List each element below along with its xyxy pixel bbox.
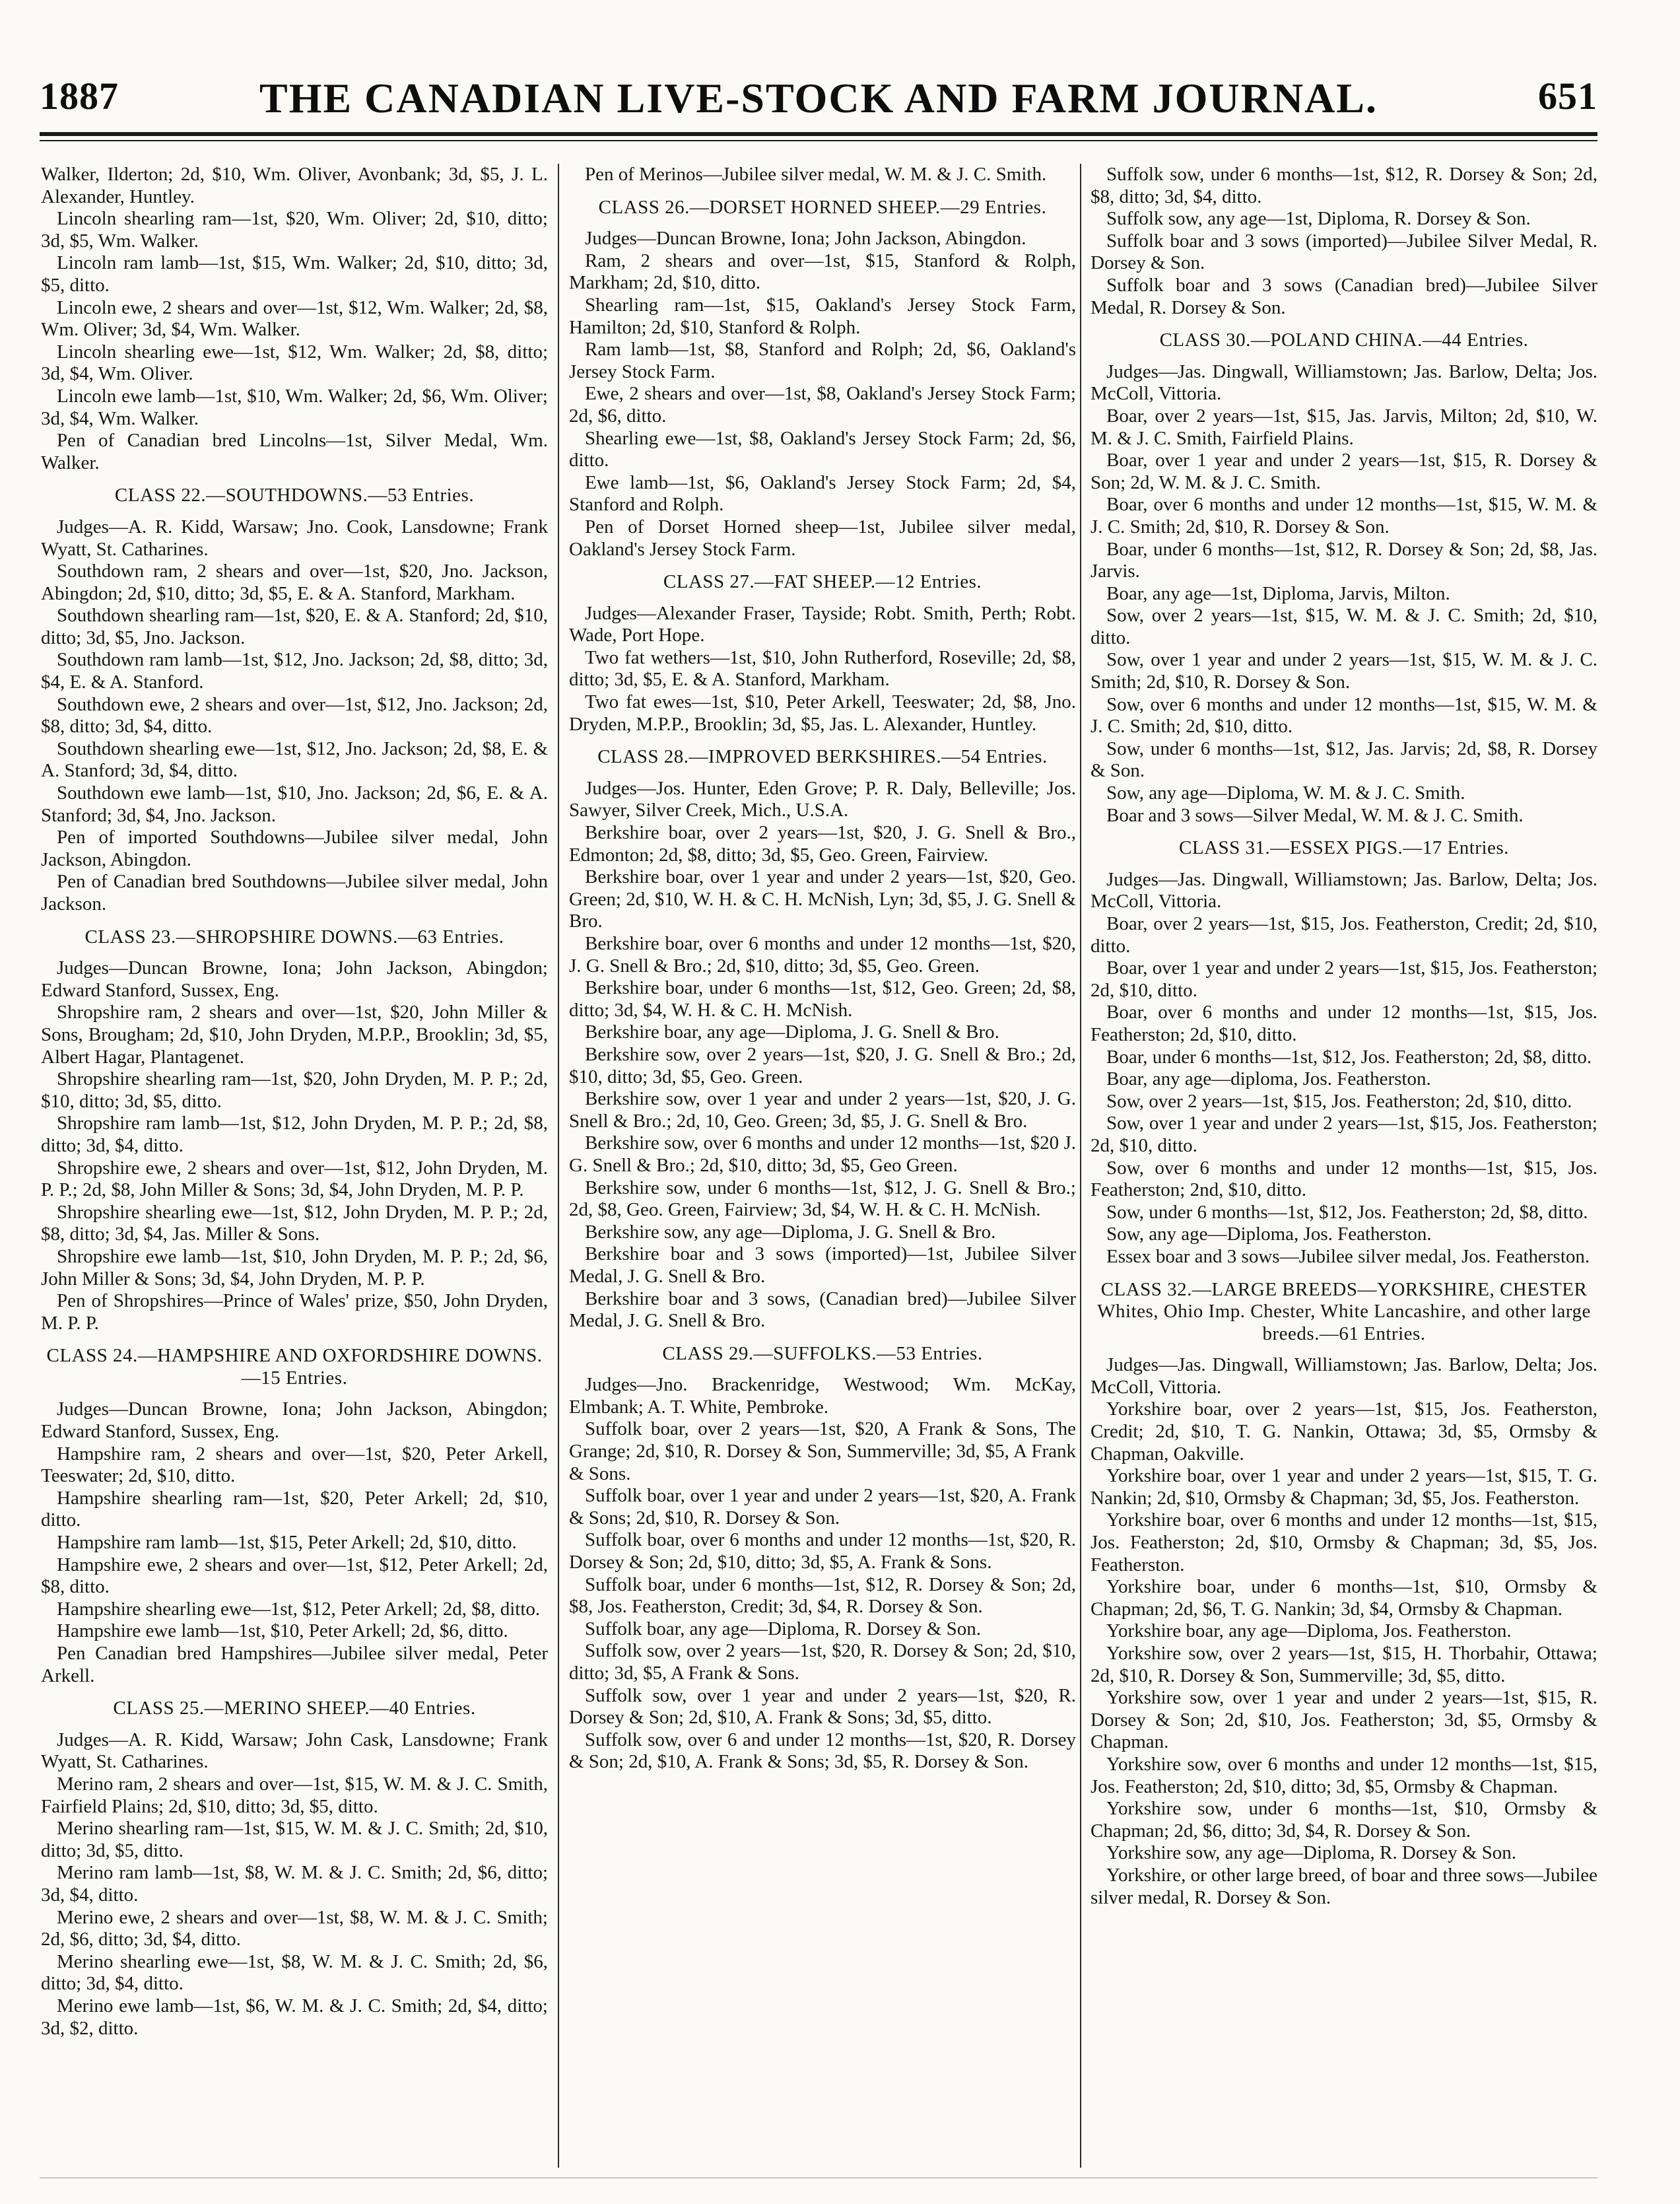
- prize-entry: Pen of Canadian bred Lincolns—1st, Silver Medal, Wm. Walker.: [41, 430, 548, 473]
- prize-entry: Yorkshire sow, over 2 years—1st, $15, H. Thorbahir, Ottawa; 2d, $10, R. Dorsey & Son, Summerville; 3d, $5, ditto.: [1091, 1643, 1597, 1686]
- class-heading: CLASS 31.—ESSEX PIGS.—17 Entries.: [1179, 837, 1509, 859]
- prize-entry: Berkshire boar and 3 sows (imported)—1st, Jubilee Silver Medal, J. G. Snell & Bro.: [569, 1243, 1076, 1287]
- prize-entry: Lincoln shearling ram—1st, $20, Wm. Oliver; 2d, $10, ditto; 3d, $5, Wm. Walker.: [41, 208, 548, 252]
- prize-entry: Lincoln ram lamb—1st, $15, Wm. Walker; 2d, $10, ditto; 3d, $5, ditto.: [41, 252, 548, 296]
- prize-entry: Lincoln ewe lamb—1st, $10, Wm. Walker; 2d, $6, Wm. Oliver; 3d, $4, Wm. Walker.: [41, 385, 548, 429]
- prize-entry: Boar, over 6 months and under 12 months—1st, $15, W. M. & J. C. Smith; 2d, $10, R. Dorsey & Son.: [1091, 494, 1597, 537]
- prize-entry: Boar, over 6 months and under 12 months—1st, $15, Jos. Featherston; 2d, $10, ditto.: [1091, 1002, 1597, 1045]
- class-heading: CLASS 28.—IMPROVED BERKSHIRES.—54 Entries.: [597, 746, 1048, 768]
- prize-entry: Suffolk boar, over 6 months and under 12 months—1st, $20, R. Dorsey & Son; 2d, $10, ditto; 3d, $5, A. Frank & Sons.: [569, 1529, 1076, 1573]
- prize-entry: Shropshire ram lamb—1st, $12, John Dryden, M. P. P.; 2d, $8, ditto; 3d, $4, ditto.: [41, 1113, 548, 1156]
- class-heading: CLASS 24.—HAMPSHIRE AND OXFORDSHIRE DOWNS.—15 Entries.: [46, 1345, 543, 1389]
- prize-entry: Southdown ewe, 2 shears and over—1st, $12, Jno. Jackson; 2d, $8, ditto; 3d, $4, ditto.: [41, 693, 548, 738]
- prize-entry: Shearling ram—1st, $15, Oakland's Jersey Stock Farm, Hamilton; 2d, $10, Stanford & Rolph.: [569, 294, 1076, 338]
- prize-entry: Judges—A. R. Kidd, Warsaw; John Cask, Lansdowne; Frank Wyatt, St. Catharines.: [41, 1729, 548, 1773]
- prize-entry: Berkshire sow, under 6 months—1st, $12, J. G. Snell & Bro.; 2d, $8, Geo. Green, Fairview; 3d, $4, W. H. & C. H. McNish.: [569, 1177, 1076, 1221]
- prize-entry: Hampshire shearling ewe—1st, $12, Peter Arkell; 2d, $8, ditto.: [57, 1598, 541, 1620]
- class-heading: CLASS 30.—POLAND CHINA.—44 Entries.: [1159, 329, 1529, 351]
- prize-entry: Boar, over 2 years—1st, $15, Jos. Featherston, Credit; 2d, $10, ditto.: [1091, 913, 1597, 957]
- prize-entry: Judges—Alexander Fraser, Tayside; Robt. Smith, Perth; Robt. Wade, Port Hope.: [569, 602, 1076, 646]
- prize-entry: Suffolk boar, over 1 year and under 2 years—1st, $20, A. Frank & Sons; 2d, $10, R. Dorsey & Son.: [569, 1485, 1076, 1529]
- prize-entry: Walker, Ilderton; 2d, $10, Wm. Oliver, Avonbank; 3d, $5, J. L. Alexander, Huntley.: [41, 164, 548, 207]
- prize-entry: Pen of Dorset Horned sheep—1st, Jubilee silver medal, Oakland's Jersey Stock Farm.: [569, 516, 1076, 560]
- prize-entry: Yorkshire, or other large breed, of boar and three sows—Jubilee silver medal, R. Dorsey & Son.: [1091, 1864, 1597, 1908]
- prize-entry: Berkshire sow, over 6 months and under 12 months—1st, $20 J. G. Snell & Bro.; 2d, $10, ditto; 3d, $5, Geo Green.: [569, 1132, 1076, 1176]
- prize-entry: Southdown ram lamb—1st, $12, Jno. Jackson; 2d, $8, ditto; 3d, $4, E. & A. Stanford.: [41, 649, 548, 693]
- prize-entry: Sow, over 6 months and under 12 months—1st, $15, Jos. Featherston; 2nd, $10, ditto.: [1091, 1157, 1597, 1201]
- prize-entry: Southdown ewe lamb—1st, $10, Jno. Jackson; 2d, $6, E. & A. Stanford; 3d, $4, Jno. Jackson.: [41, 782, 548, 826]
- class-heading: CLASS 32.—LARGE BREEDS—YORKSHIRE, CHESTER Whites, Ohio Imp. Chester, White Lancashire, and other large breeds.—61 Entries.: [1097, 1278, 1591, 1344]
- prize-entry: Suffolk boar and 3 sows (Canadian bred)—Jubilee Silver Medal, R. Dorsey & Son.: [1091, 274, 1597, 318]
- prize-entry: Hampshire ewe, 2 shears and over—1st, $12, Peter Arkell; 2d, $8, ditto.: [41, 1554, 548, 1598]
- prize-entry: Suffolk sow, under 6 months—1st, $12, R. Dorsey & Son; 2d, $8, ditto; 3d, $4, ditto.: [1091, 164, 1597, 207]
- class-heading: CLASS 29.—SUFFOLKS.—53 Entries.: [662, 1342, 983, 1364]
- prize-entry: Yorkshire sow, any age—Diploma, R. Dorsey & Son.: [1106, 1842, 1517, 1864]
- prize-entry: Yorkshire boar, under 6 months—1st, $10, Ormsby & Chapman; 2d, $6, T. G. Nankin; 3d, $4, Ormsby & Chapman.: [1091, 1576, 1597, 1620]
- prize-entry: Yorkshire sow, under 6 months—1st, $10, Ormsby & Chapman; 2d, $6, ditto; 3d, $4, R. Dorsey & Son.: [1091, 1798, 1597, 1842]
- prize-entry: Southdown ram, 2 shears and over—1st, $20, Jno. Jackson, Abingdon; 2d, $10, ditto; 3d, $5, E. & A. Stanford, Markham.: [41, 561, 548, 604]
- prize-entry: Judges—Duncan Browne, Iona; John Jackson, Abingdon; Edward Stanford, Sussex, Eng.: [41, 1398, 548, 1443]
- prize-entry: Yorkshire boar, over 1 year and under 2 years—1st, $15, T. G. Nankin; 2d, $10, Ormsby & Chapman; 3d, $5, Jos. Featherston.: [1091, 1465, 1597, 1509]
- prize-entry: Suffolk sow, over 1 year and under 2 years—1st, $20, R. Dorsey & Son; 2d, $10, A. Frank & Sons; 3d, $5, ditto.: [569, 1684, 1076, 1729]
- prize-entry: Yorkshire boar, over 2 years—1st, $15, Jos. Featherston, Credit; 2d, $10, T. G. Nankin, Ottawa; 3d, $5, Ormsby & Chapman, Oakville.: [1091, 1398, 1597, 1464]
- prize-entry: Judges—Jos. Hunter, Eden Grove; P. R. Daly, Belleville; Jos. Sawyer, Silver Creek, Mich., U.S.A.: [569, 777, 1076, 821]
- prize-entry: Sow, over 2 years—1st, $15, Jos. Featherston; 2d, $10, ditto.: [1106, 1090, 1572, 1112]
- prize-entry: Judges—Duncan Browne, Iona; John Jackson, Abingdon.: [585, 228, 1026, 250]
- prize-entry: Two fat ewes—1st, $10, Peter Arkell, Teeswater; 2d, $8, Jno. Dryden, M.P.P., Brooklin; 3d, $5, Jas. L. Alexander, Huntley.: [569, 691, 1076, 735]
- prize-entry: Boar, over 1 year and under 2 years—1st, $15, Jos. Featherston; 2d, $10, ditto.: [1091, 957, 1597, 1001]
- prize-entry: Ram lamb—1st, $8, Stanford and Rolph; 2d, $6, Oakland's Jersey Stock Farm.: [569, 339, 1076, 382]
- prize-entry: Berkshire sow, over 1 year and under 2 years—1st, $20, J. G. Snell & Bro.; 2d, 10, Geo. Green; 3d, $5, J. G. Snell & Bro.: [569, 1088, 1076, 1132]
- prize-entry: Yorkshire boar, over 6 months and under 12 months—1st, $15, Jos. Featherston; 2d, $10, Ormsby & Chapman; 3d, $5, Jos. Featherston.: [1091, 1509, 1597, 1575]
- prize-entry: Hampshire ewe lamb—1st, $10, Peter Arkell; 2d, $6, ditto.: [57, 1620, 508, 1642]
- prize-entry: Merino ewe lamb—1st, $6, W. M. & J. C. Smith; 2d, $4, ditto; 3d, $2, ditto.: [41, 1995, 548, 2039]
- text-column-left: [41, 164, 548, 2168]
- prize-entry: Judges—Duncan Browne, Iona; John Jackson, Abingdon; Edward Stanford, Sussex, Eng.: [41, 957, 548, 1001]
- prize-entry: Hampshire shearling ram—1st, $20, Peter Arkell; 2d, $10, ditto.: [41, 1487, 548, 1531]
- prize-entry: Shropshire ewe lamb—1st, $10, John Dryden, M. P. P.; 2d, $6, John Miller & Sons; 3d, $4, John Dryden, M. P. P.: [41, 1245, 548, 1290]
- prize-entry: Judges—Jno. Brackenridge, Westwood; Wm. McKay, Elmbank; A. T. White, Pembroke.: [569, 1374, 1076, 1418]
- prize-entry: Boar and 3 sows—Silver Medal, W. M. & J. C. Smith.: [1106, 804, 1524, 826]
- prize-entry: Sow, over 1 year and under 2 years—1st, $15, W. M. & J. C. Smith; 2d, $10, R. Dorsey & Son.: [1091, 649, 1597, 693]
- prize-entry: Suffolk boar, over 2 years—1st, $20, A Frank & Sons, The Grange; 2d, $10, R. Dorsey & Son, Summerville; 3d, $5, A Frank & Sons.: [569, 1418, 1076, 1484]
- header-rule-thin: [40, 140, 1597, 141]
- prize-entry: Judges—Jas. Dingwall, Williamstown; Jas. Barlow, Delta; Jos. McColl, Vittoria.: [1091, 361, 1597, 405]
- prize-entry: Sow, any age—Diploma, Jos. Featherston.: [1106, 1223, 1432, 1245]
- prize-entry: Shropshire shearling ewe—1st, $12, John Dryden, M. P. P.; 2d, $8, ditto; 3d, $4, Jas. Miller & Sons.: [41, 1201, 548, 1245]
- prize-entry: Judges—Jas. Dingwall, Williamstown; Jas. Barlow, Delta; Jos. McColl, Vittoria.: [1091, 1354, 1597, 1398]
- prize-entry: Shearling ewe—1st, $8, Oakland's Jersey Stock Farm; 2d, $6, ditto.: [569, 427, 1076, 471]
- prize-entry: Sow, over 2 years—1st, $15, W. M. & J. C. Smith; 2d, $10, ditto.: [1091, 605, 1597, 648]
- prize-entry: Berkshire boar, over 1 year and under 2 years—1st, $20, Geo. Green; 2d, $10, W. H. & C. H. McNish, Lyn; 3d, $5, J. G. Snell & Bro.: [569, 866, 1076, 932]
- journal-title: THE CANADIAN LIVE-STOCK AND FARM JOURNAL.: [259, 75, 1378, 121]
- prize-entry: Yorkshire boar, any age—Diploma, Jos. Featherston.: [1106, 1620, 1512, 1642]
- class-heading: CLASS 22.—SOUTHDOWNS.—53 Entries.: [114, 485, 475, 506]
- prize-entry: Two fat wethers—1st, $10, John Rutherford, Roseville; 2d, $8, ditto; 3d, $5, E. & A. Stanford, Markham.: [569, 646, 1076, 691]
- prize-entry: Suffolk boar and 3 sows (imported)—Jubilee Silver Medal, R. Dorsey & Son.: [1091, 230, 1597, 274]
- header-year: 1887: [40, 75, 119, 118]
- class-heading: CLASS 26.—DORSET HORNED SHEEP.—29 Entries.: [598, 196, 1047, 218]
- prize-entry: Merino ram lamb—1st, $8, W. M. & J. C. Smith; 2d, $6, ditto; 3d, $4, ditto.: [41, 1862, 548, 1906]
- prize-entry: Suffolk sow, over 2 years—1st, $20, R. Dorsey & Son; 2d, $10, ditto; 3d, $5, A Frank & Sons.: [569, 1640, 1076, 1684]
- prize-entry: Shropshire ram, 2 shears and over—1st, $20, John Miller & Sons, Brougham; 2d, $10, John Dryden, M.P.P., Brooklin; 3d, $5, Albert Hagar, Plantagenet.: [41, 1002, 548, 1068]
- prize-entry: Pen of Merinos—Jubilee silver medal, W. M. & J. C. Smith.: [585, 164, 1047, 185]
- prize-entry: Merino shearling ram—1st, $15, W. M. & J. C. Smith; 2d, $10, ditto; 3d, $5, ditto.: [41, 1818, 548, 1861]
- prize-entry: Lincoln ewe, 2 shears and over—1st, $12, Wm. Walker; 2d, $8, Wm. Oliver; 3d, $4, Wm. Walker.: [41, 296, 548, 341]
- prize-entry: Boar, over 1 year and under 2 years—1st, $15, R. Dorsey & Son; 2d, W. M. & J. C. Smith.: [1091, 450, 1597, 493]
- prize-entry: Merino ram, 2 shears and over—1st, $15, W. M. & J. C. Smith, Fairfield Plains; 2d, $10, ditto; 3d, $5, ditto.: [41, 1773, 548, 1817]
- prize-entry: Sow, under 6 months—1st, $12, Jas. Jarvis; 2d, $8, R. Dorsey & Son.: [1091, 738, 1597, 782]
- prize-entry: Suffolk sow, over 6 and under 12 months—1st, $20, R. Dorsey & Son; 2d, $10, A. Frank & Sons; 3d, $5, R. Dorsey & Son.: [569, 1729, 1076, 1773]
- page-header: [40, 74, 1597, 127]
- prize-entry: Boar, any age—1st, Diploma, Jarvis, Milton.: [1106, 582, 1450, 604]
- prize-entry: Berkshire boar, over 2 years—1st, $20, J. G. Snell & Bro., Edmonton; 2d, $8, ditto; 3d, $5, Geo. Green, Fairview.: [569, 822, 1076, 866]
- prize-entry: Merino shearling ewe—1st, $8, W. M. & J. C. Smith; 2d, $6, ditto; 3d, $4, ditto.: [41, 1950, 548, 1995]
- prize-entry: Sow, over 1 year and under 2 years—1st, $15, Jos. Featherston; 2d, $10, ditto.: [1091, 1113, 1597, 1156]
- prize-entry: Sow, under 6 months—1st, $12, Jos. Featherston; 2d, $8, ditto.: [1106, 1201, 1588, 1223]
- prize-entry: Yorkshire sow, over 1 year and under 2 years—1st, $15, R. Dorsey & Son; 2d, $10, Jos. Featherston; 3d, $5, Ormsby & Chapman.: [1091, 1687, 1597, 1753]
- prize-entry: Hampshire ram, 2 shears and over—1st, $20, Peter Arkell, Teeswater; 2d, $10, ditto.: [41, 1443, 548, 1487]
- prize-entry: Sow, over 6 months and under 12 months—1st, $15, W. M. & J. C. Smith; 2d, $10, ditto.: [1091, 693, 1597, 738]
- prize-entry: Berkshire boar and 3 sows, (Canadian bred)—Jubilee Silver Medal, J. G. Snell & Bro.: [569, 1288, 1076, 1332]
- prize-entry: Boar, under 6 months—1st, $12, Jos. Featherston; 2d, $8, ditto.: [1106, 1046, 1592, 1068]
- prize-entry: Suffolk sow, any age—1st, Diploma, R. Dorsey & Son.: [1106, 208, 1531, 230]
- prize-entry: Hampshire ram lamb—1st, $15, Peter Arkell; 2d, $10, ditto.: [57, 1532, 517, 1554]
- prize-entry: Boar, under 6 months—1st, $12, R. Dorsey & Son; 2d, $8, Jas. Jarvis.: [1091, 538, 1597, 582]
- prize-entry: Boar, over 2 years—1st, $15, Jas. Jarvis, Milton; 2d, $10, W. M. & J. C. Smith, Fairfield Plains.: [1091, 405, 1597, 449]
- prize-entry: Judges—A. R. Kidd, Warsaw; Jno. Cook, Lansdowne; Frank Wyatt, St. Catharines.: [41, 516, 548, 560]
- prize-entry: Suffolk boar, any age—Diploma, R. Dorsey & Son.: [585, 1618, 981, 1639]
- prize-entry: Ewe lamb—1st, $6, Oakland's Jersey Stock Farm; 2d, $4, Stanford and Rolph.: [569, 471, 1076, 516]
- prize-entry: Merino ewe, 2 shears and over—1st, $8, W. M. & J. C. Smith; 2d, $6, ditto; 3d, $4, ditto.: [41, 1906, 548, 1950]
- prize-entry: Pen of Canadian bred Southdowns—Jubilee silver medal, John Jackson.: [41, 871, 548, 914]
- page-number: 651: [1538, 75, 1597, 118]
- prize-entry: Ram, 2 shears and over—1st, $15, Stanford & Rolph, Markham; 2d, $10, ditto.: [569, 250, 1076, 294]
- text-column-right: [1091, 164, 1597, 2168]
- text-column-middle: [569, 164, 1076, 2168]
- prize-entry: Berkshire sow, any age—Diploma, J. G. Snell & Bro.: [585, 1221, 996, 1243]
- prize-entry: Pen Canadian bred Hampshires—Jubilee silver medal, Peter Arkell.: [41, 1643, 548, 1686]
- prize-entry: Ewe, 2 shears and over—1st, $8, Oakland's Jersey Stock Farm; 2d, $6, ditto.: [569, 383, 1076, 427]
- prize-entry: Yorkshire sow, over 6 months and under 12 months—1st, $15, Jos. Featherston; 2d, $10, ditto; 3d, $5, Ormsby & Chapman.: [1091, 1753, 1597, 1797]
- prize-entry: Berkshire sow, over 2 years—1st, $20, J. G. Snell & Bro.; 2d, $10, ditto; 3d, $5, Geo. Green.: [569, 1043, 1076, 1087]
- prize-entry: Shropshire shearling ram—1st, $20, John Dryden, M. P. P.; 2d, $10, ditto; 3d, $5, ditto.: [41, 1068, 548, 1112]
- prize-entry: Judges—Jas. Dingwall, Williamstown; Jas. Barlow, Delta; Jos. McColl, Vittoria.: [1091, 868, 1597, 913]
- prize-entry: Shropshire ewe, 2 shears and over—1st, $12, John Dryden, M. P. P.; 2d, $8, John Miller & Sons; 3d, $4, John Dryden, M. P. P.: [41, 1157, 548, 1201]
- prize-entry: Pen of imported Southdowns—Jubilee silver medal, John Jackson, Abingdon.: [41, 827, 548, 870]
- class-heading: CLASS 27.—FAT SHEEP.—12 Entries.: [663, 571, 982, 593]
- prize-entry: Boar, any age—diploma, Jos. Featherston.: [1106, 1068, 1431, 1090]
- column-divider-2: [1080, 164, 1081, 2168]
- class-heading: CLASS 25.—MERINO SHEEP.—40 Entries.: [113, 1698, 476, 1719]
- prize-entry: Suffolk boar, under 6 months—1st, $12, R. Dorsey & Son; 2d, $8, Jos. Featherston, Credit; 3d, $4, R. Dorsey & Son.: [569, 1573, 1076, 1618]
- prize-entry: Berkshire boar, over 6 months and under 12 months—1st, $20, J. G. Snell & Bro.; 2d, $10, ditto; 3d, $5, Geo. Green.: [569, 933, 1076, 977]
- prize-entry: Essex boar and 3 sows—Jubilee silver medal, Jos. Featherston.: [1106, 1245, 1590, 1267]
- column-divider-1: [558, 164, 559, 2168]
- prize-entry: Southdown shearling ram—1st, $20, E. & A. Stanford; 2d, $10, ditto; 3d, $5, Jno. Jackson.: [41, 605, 548, 648]
- prize-entry: Lincoln shearling ewe—1st, $12, Wm. Walker; 2d, $8, ditto; 3d, $4, Wm. Oliver.: [41, 341, 548, 385]
- class-heading: CLASS 23.—SHROPSHIRE DOWNS.—63 Entries.: [84, 926, 504, 947]
- prize-entry: Berkshire boar, any age—Diploma, J. G. Snell & Bro.: [585, 1021, 999, 1043]
- prize-entry: Pen of Shropshires—Prince of Wales' prize, $50, John Dryden, M. P. P.: [41, 1290, 548, 1334]
- prize-entry: Sow, any age—Diploma, W. M. & J. C. Smith.: [1106, 782, 1465, 804]
- prize-entry: Berkshire boar, under 6 months—1st, $12, Geo. Green; 2d, $8, ditto; 3d, $4, W. H. & C. H. McNish.: [569, 977, 1076, 1021]
- prize-entry: Southdown shearling ewe—1st, $12, Jno. Jackson; 2d, $8, E. & A. Stanford; 3d, $4, ditto.: [41, 738, 548, 782]
- header-rule-thick: [40, 132, 1597, 136]
